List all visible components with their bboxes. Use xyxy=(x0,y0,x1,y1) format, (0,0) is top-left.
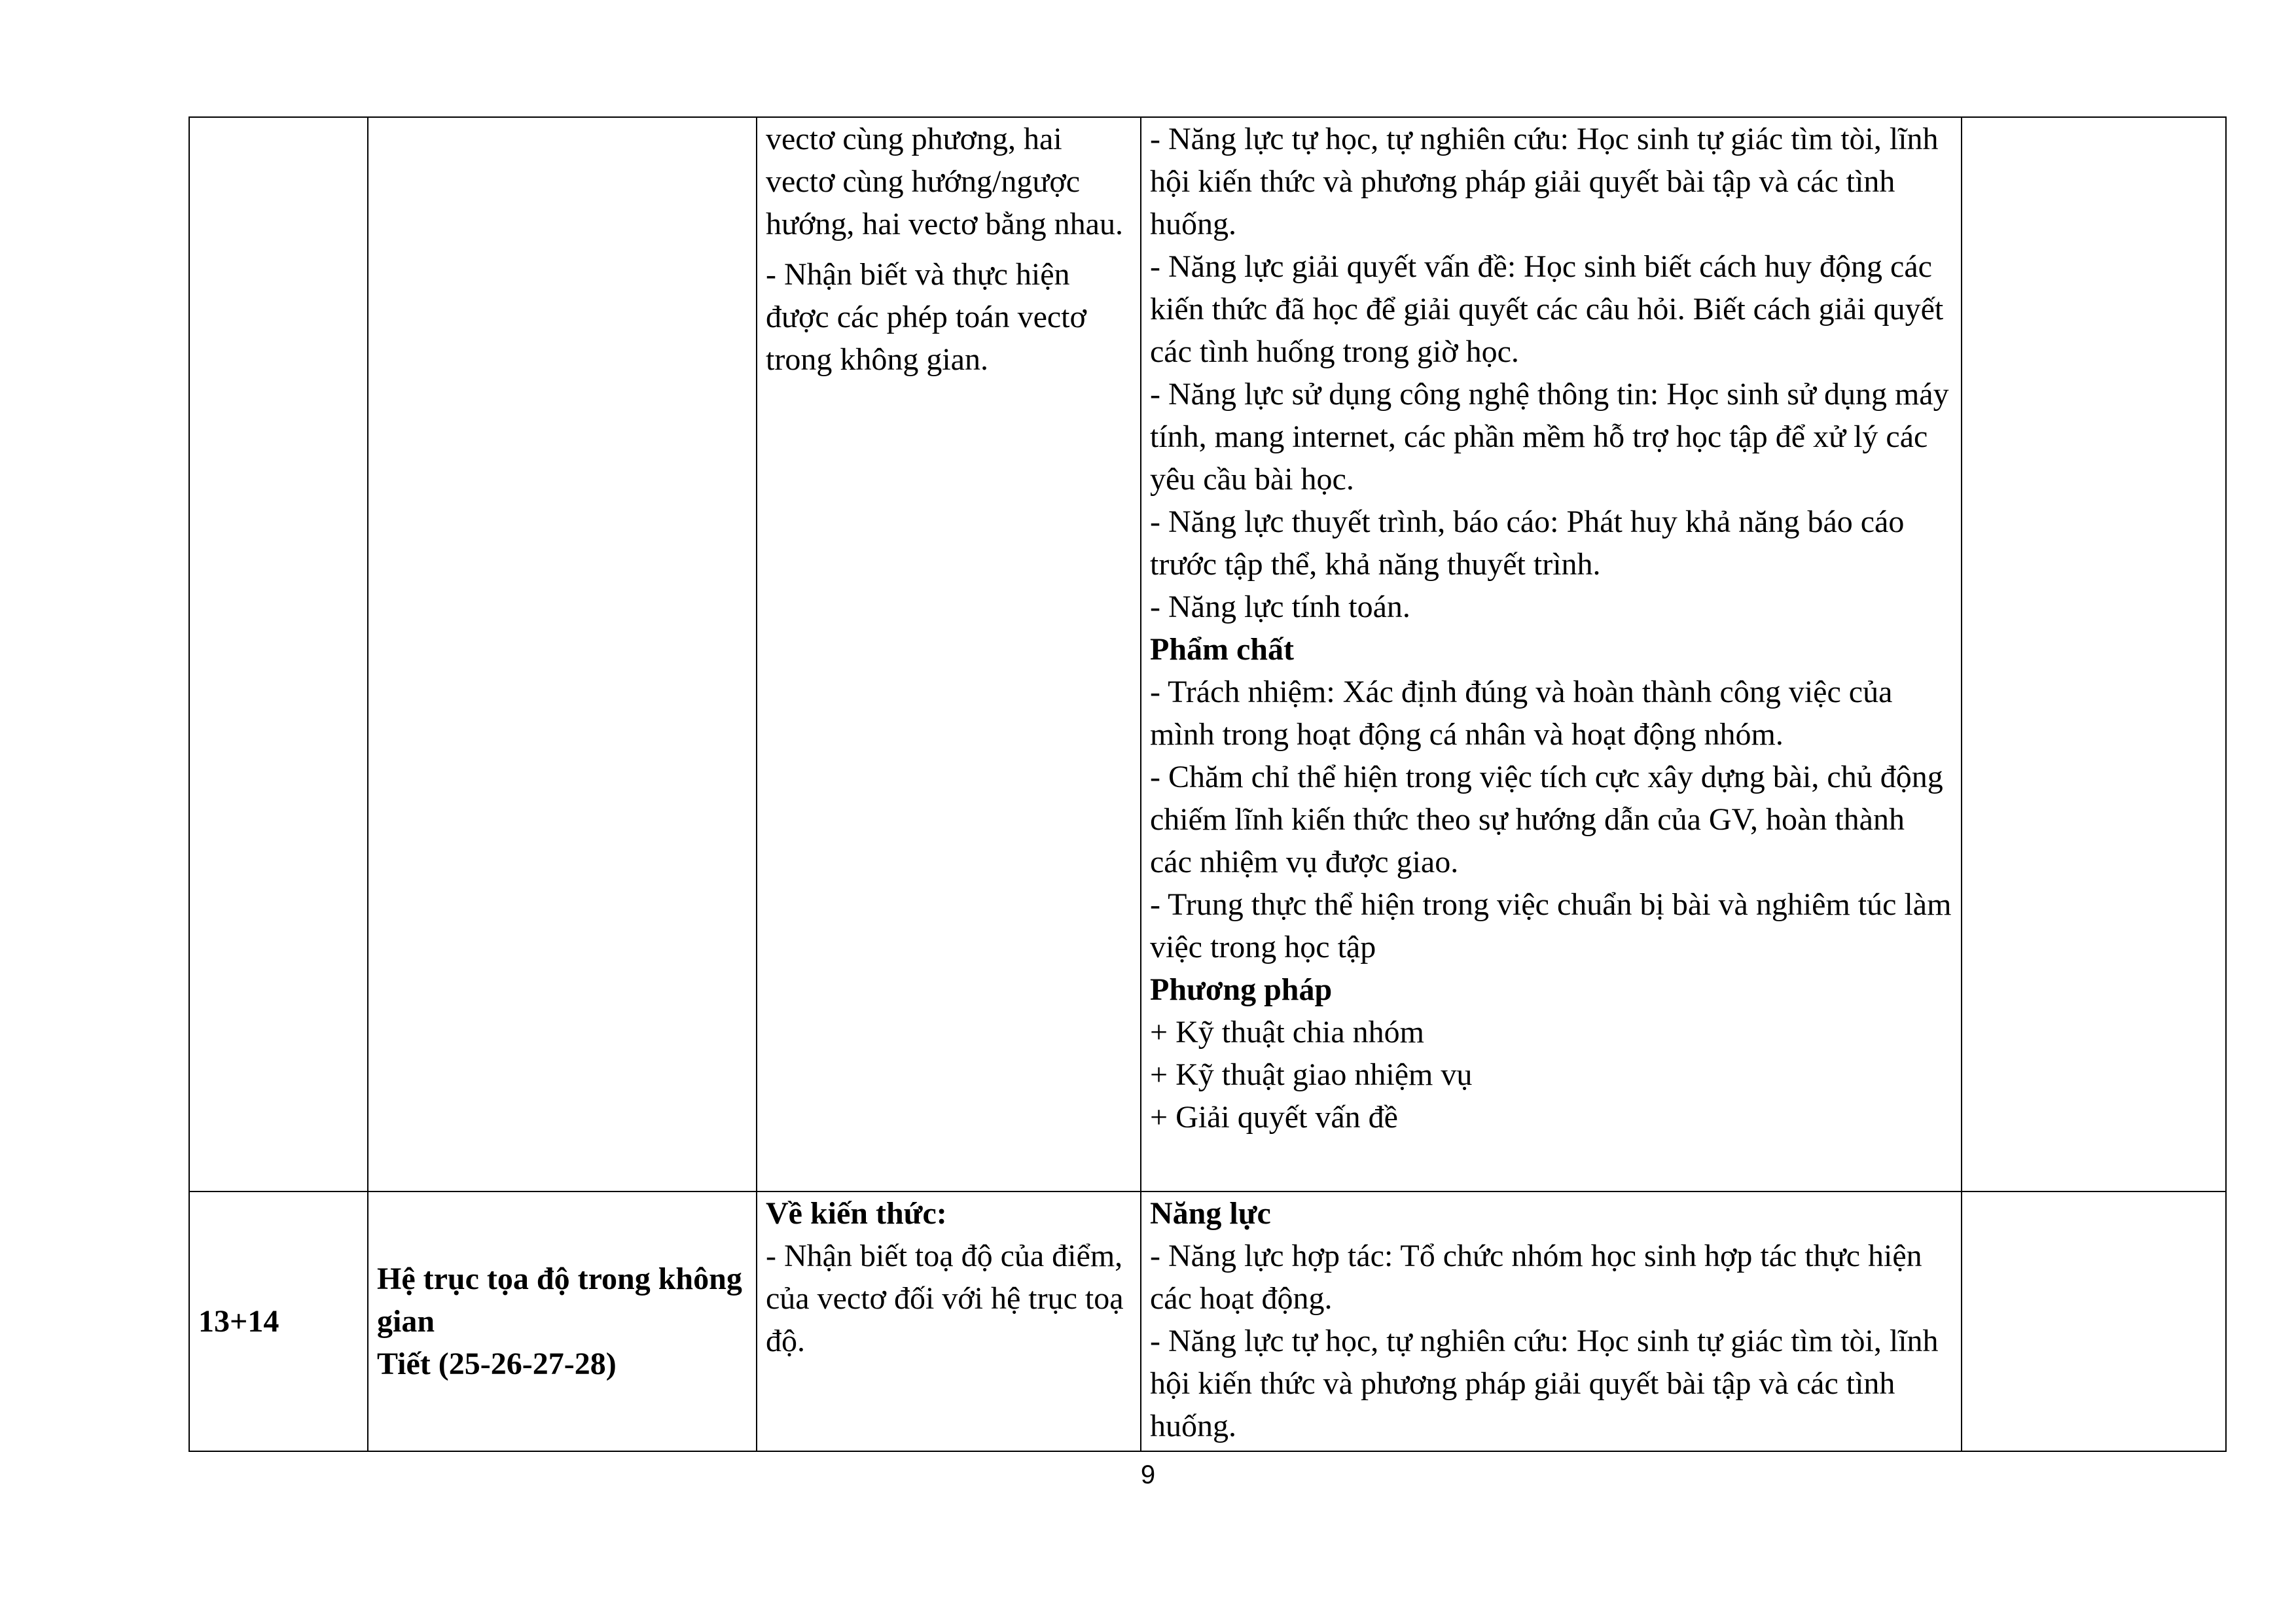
objective-text: - Nhận biết toạ độ của điểm, của vectơ đối với hệ trục toạ độ. xyxy=(766,1239,1124,1358)
lesson-title: Hệ trục tọa độ trong không gian xyxy=(377,1262,742,1339)
competencies-cell xyxy=(1141,1192,1962,1451)
lesson-periods: Tiết (25-26-27-28) xyxy=(377,1347,617,1381)
method-item: + Kỹ thuật chia nhóm xyxy=(1150,1015,1424,1050)
knowledge-heading: Về kiến thức: xyxy=(766,1196,947,1231)
page-number: 9 xyxy=(1140,1460,1156,1489)
week-cell xyxy=(189,117,368,1192)
table-row xyxy=(189,117,2226,1192)
notes-cell xyxy=(1962,117,2226,1192)
quality-item: - Chăm chỉ thể hiện trong việc tích cực xây dựng bài, chủ động chiếm lĩnh kiến thức theo sự hướng dẫn của GV, hoàn thành các nhiệm vụ được giao. xyxy=(1150,760,1943,879)
objectives-cell xyxy=(757,117,1141,1192)
lesson-title-cell xyxy=(368,1192,757,1451)
methods-heading: Phương pháp xyxy=(1150,972,1333,1007)
competency-heading: Năng lực xyxy=(1150,1196,1271,1231)
method-item: + Kỹ thuật giao nhiệm vụ xyxy=(1150,1057,1473,1092)
competency-item: - Năng lực thuyết trình, báo cáo: Phát huy khả năng báo cáo trước tập thể, khả năng thuyết trình. xyxy=(1150,504,1905,582)
objectives-cell xyxy=(757,1192,1141,1451)
table-row xyxy=(189,1192,2226,1451)
objective-text: vectơ cùng phương, hai vectơ cùng hướng/ngược hướng, hai vectơ bằng nhau. xyxy=(766,122,1123,241)
competency-item: - Năng lực giải quyết vấn đề: Học sinh biết cách huy động các kiến thức đã học để giải quyết các câu hỏi. Biết cách giải quyết các tình huống trong giờ học. xyxy=(1150,249,1944,369)
objective-text: - Nhận biết và thực hiện được các phép toán vectơ trong không gian. xyxy=(766,257,1086,377)
competency-item: - Năng lực sử dụng công nghệ thông tin: Học sinh sử dụng máy tính, mang internet, các phần mềm hỗ trợ học tập để xử lý các yêu cầu bài học. xyxy=(1150,377,1949,497)
lesson-plan-table xyxy=(188,116,2227,1452)
notes-cell xyxy=(1962,1192,2226,1451)
competency-item: - Năng lực tự học, tự nghiên cứu: Học sinh tự giác tìm tòi, lĩnh hội kiến thức và phương pháp giải quyết bài tập và các tình huống. xyxy=(1150,122,1939,241)
week-cell: 13+14 xyxy=(189,1192,368,1451)
method-item: + Giải quyết vấn đề xyxy=(1150,1100,1398,1135)
competency-item: - Năng lực tự học, tự nghiên cứu: Học sinh tự giác tìm tòi, lĩnh hội kiến thức và phương pháp giải quyết bài tập và các tình huống. xyxy=(1150,1324,1939,1443)
lesson-title-cell xyxy=(368,117,757,1192)
quality-item: - Trách nhiệm: Xác định đúng và hoàn thành công việc của mình trong hoạt động cá nhân và hoạt động nhóm. xyxy=(1150,675,1893,752)
quality-item: - Trung thực thể hiện trong việc chuẩn bị bài và nghiêm túc làm việc trong học tập xyxy=(1150,887,1952,964)
competencies-cell xyxy=(1141,117,1962,1192)
competency-item: - Năng lực tính toán. xyxy=(1150,590,1410,624)
competency-item: - Năng lực hợp tác: Tổ chức nhóm học sinh hợp tác thực hiện các hoạt động. xyxy=(1150,1239,1922,1316)
qualities-heading: Phẩm chất xyxy=(1150,632,1294,667)
